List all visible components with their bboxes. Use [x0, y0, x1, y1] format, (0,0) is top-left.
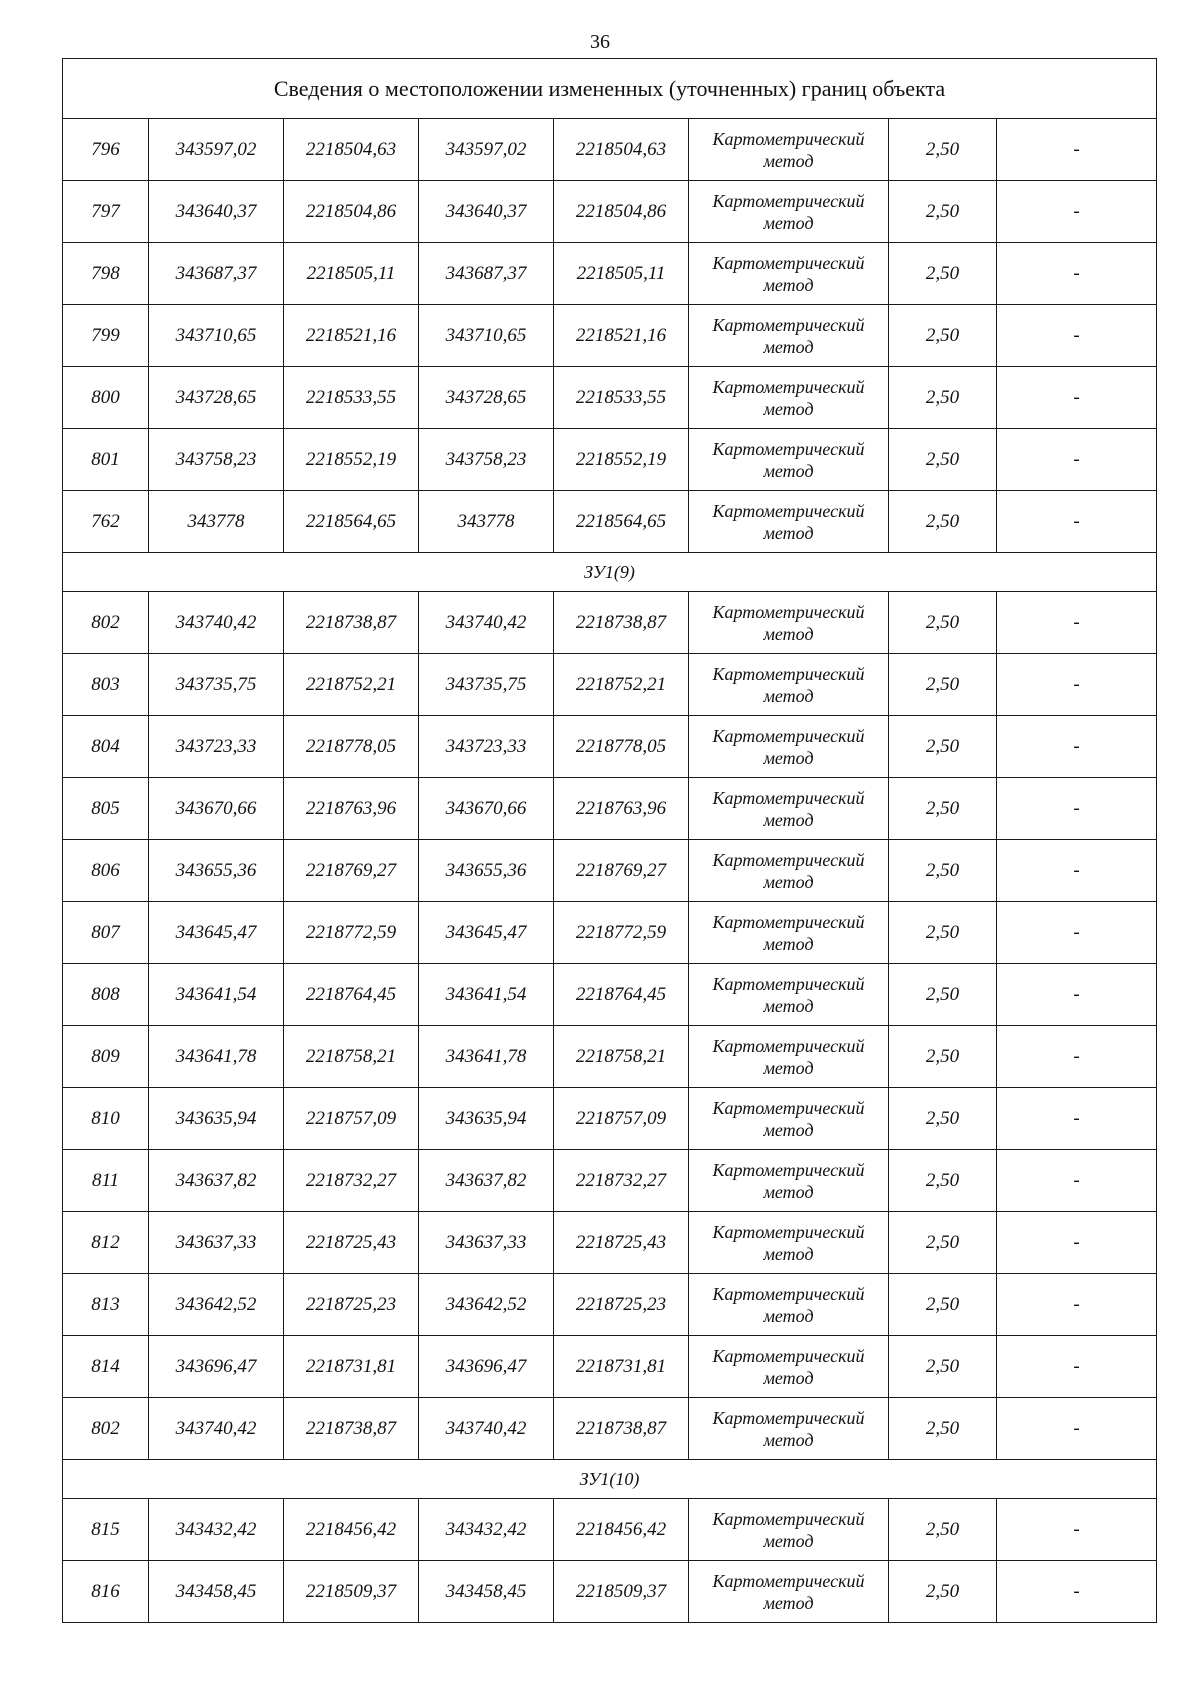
method-cell	[689, 1150, 889, 1212]
new-y-cell: 2218731,81	[554, 1336, 689, 1398]
new-x-cell: 343728,65	[419, 367, 554, 429]
existing-x-cell: 343670,66	[149, 778, 284, 840]
existing-y-cell: 2218769,27	[284, 840, 419, 902]
point-number-cell: 803	[63, 654, 149, 716]
accuracy-cell: 2,50	[889, 243, 997, 305]
table-row	[63, 1274, 1157, 1336]
new-y-cell: 2218725,43	[554, 1212, 689, 1274]
point-number-cell: 808	[63, 964, 149, 1026]
note-cell: -	[997, 367, 1157, 429]
existing-x-cell: 343641,78	[149, 1026, 284, 1088]
existing-y-cell: 2218509,37	[284, 1561, 419, 1623]
existing-x-cell: 343642,52	[149, 1274, 284, 1336]
table-row	[63, 1212, 1157, 1274]
method-cell	[689, 119, 889, 181]
method-line-2: метод	[763, 460, 814, 481]
accuracy-cell: 2,50	[889, 367, 997, 429]
note-cell: -	[997, 1336, 1157, 1398]
new-x-cell: 343645,47	[419, 902, 554, 964]
section-header-row	[63, 553, 1157, 592]
point-number-cell: 801	[63, 429, 149, 491]
method-line-1: Картометрический	[712, 849, 865, 870]
point-number-cell: 812	[63, 1212, 149, 1274]
new-y-cell: 2218456,42	[554, 1499, 689, 1561]
boundary-coordinates-table	[62, 58, 1157, 1623]
method-line-2: метод	[763, 1119, 814, 1140]
table-row	[63, 902, 1157, 964]
method-line-2: метод	[763, 685, 814, 706]
existing-x-cell: 343758,23	[149, 429, 284, 491]
existing-y-cell: 2218778,05	[284, 716, 419, 778]
existing-x-cell: 343687,37	[149, 243, 284, 305]
note-cell: -	[997, 1150, 1157, 1212]
method-line-2: метод	[763, 1367, 814, 1388]
existing-y-cell: 2218564,65	[284, 491, 419, 553]
accuracy-cell: 2,50	[889, 1561, 997, 1623]
method-cell	[689, 1561, 889, 1623]
existing-x-cell: 343740,42	[149, 1398, 284, 1460]
accuracy-cell: 2,50	[889, 964, 997, 1026]
table-row	[63, 181, 1157, 243]
existing-x-cell: 343735,75	[149, 654, 284, 716]
existing-y-cell: 2218731,81	[284, 1336, 419, 1398]
method-cell	[689, 716, 889, 778]
accuracy-cell: 2,50	[889, 305, 997, 367]
new-y-cell: 2218772,59	[554, 902, 689, 964]
table-row	[63, 716, 1157, 778]
table-title: Сведения о местоположении измененных (уточненных) границ объекта	[63, 59, 1157, 119]
method-cell	[689, 1398, 889, 1460]
method-line-1: Картометрический	[712, 1407, 865, 1428]
existing-x-cell: 343637,33	[149, 1212, 284, 1274]
method-line-2: метод	[763, 871, 814, 892]
point-number-cell: 810	[63, 1088, 149, 1150]
method-line-1: Картометрический	[712, 500, 865, 521]
new-y-cell: 2218521,16	[554, 305, 689, 367]
note-cell: -	[997, 429, 1157, 491]
new-y-cell: 2218509,37	[554, 1561, 689, 1623]
new-y-cell: 2218757,09	[554, 1088, 689, 1150]
note-cell: -	[997, 119, 1157, 181]
method-line-1: Картометрический	[712, 190, 865, 211]
accuracy-cell: 2,50	[889, 1088, 997, 1150]
new-x-cell: 343641,54	[419, 964, 554, 1026]
point-number-cell: 815	[63, 1499, 149, 1561]
accuracy-cell: 2,50	[889, 592, 997, 654]
accuracy-cell: 2,50	[889, 491, 997, 553]
point-number-cell: 802	[63, 1398, 149, 1460]
existing-y-cell: 2218533,55	[284, 367, 419, 429]
point-number-cell: 804	[63, 716, 149, 778]
new-y-cell: 2218738,87	[554, 1398, 689, 1460]
new-y-cell: 2218752,21	[554, 654, 689, 716]
method-cell	[689, 1212, 889, 1274]
method-line-1: Картометрический	[712, 1221, 865, 1242]
method-line-1: Картометрический	[712, 128, 865, 149]
new-x-cell: 343655,36	[419, 840, 554, 902]
method-line-1: Картометрический	[712, 1097, 865, 1118]
method-line-2: метод	[763, 1429, 814, 1450]
point-number-cell: 814	[63, 1336, 149, 1398]
table-body	[63, 59, 1157, 1623]
new-x-cell: 343735,75	[419, 654, 554, 716]
method-line-2: метод	[763, 1057, 814, 1078]
accuracy-cell: 2,50	[889, 181, 997, 243]
existing-y-cell: 2218505,11	[284, 243, 419, 305]
new-y-cell: 2218764,45	[554, 964, 689, 1026]
method-cell	[689, 367, 889, 429]
method-line-2: метод	[763, 212, 814, 233]
method-cell	[689, 305, 889, 367]
table-row	[63, 429, 1157, 491]
existing-y-cell: 2218764,45	[284, 964, 419, 1026]
table-row	[63, 491, 1157, 553]
method-cell	[689, 1274, 889, 1336]
method-line-1: Картометрический	[712, 1283, 865, 1304]
existing-y-cell: 2218757,09	[284, 1088, 419, 1150]
note-cell: -	[997, 1398, 1157, 1460]
table-row	[63, 654, 1157, 716]
existing-x-cell: 343655,36	[149, 840, 284, 902]
existing-y-cell: 2218763,96	[284, 778, 419, 840]
accuracy-cell: 2,50	[889, 1026, 997, 1088]
note-cell: -	[997, 243, 1157, 305]
table-row	[63, 119, 1157, 181]
point-number-cell: 806	[63, 840, 149, 902]
method-line-1: Картометрический	[712, 601, 865, 622]
new-x-cell: 343758,23	[419, 429, 554, 491]
method-line-2: метод	[763, 1181, 814, 1202]
new-x-cell: 343597,02	[419, 119, 554, 181]
new-y-cell: 2218552,19	[554, 429, 689, 491]
section-header-row	[63, 1460, 1157, 1499]
existing-x-cell: 343640,37	[149, 181, 284, 243]
point-number-cell: 813	[63, 1274, 149, 1336]
table-row	[63, 243, 1157, 305]
existing-x-cell: 343728,65	[149, 367, 284, 429]
accuracy-cell: 2,50	[889, 119, 997, 181]
table-row	[63, 778, 1157, 840]
note-cell: -	[997, 1274, 1157, 1336]
method-cell	[689, 778, 889, 840]
method-line-2: метод	[763, 274, 814, 295]
method-line-1: Картометрический	[712, 1159, 865, 1180]
table-row	[63, 1561, 1157, 1623]
new-y-cell: 2218533,55	[554, 367, 689, 429]
new-y-cell: 2218725,23	[554, 1274, 689, 1336]
new-x-cell: 343432,42	[419, 1499, 554, 1561]
existing-x-cell: 343740,42	[149, 592, 284, 654]
method-line-2: метод	[763, 623, 814, 644]
method-cell	[689, 243, 889, 305]
new-y-cell: 2218769,27	[554, 840, 689, 902]
table-row	[63, 840, 1157, 902]
method-line-1: Картометрический	[712, 252, 865, 273]
point-number-cell: 805	[63, 778, 149, 840]
new-y-cell: 2218505,11	[554, 243, 689, 305]
new-y-cell: 2218504,86	[554, 181, 689, 243]
new-y-cell: 2218564,65	[554, 491, 689, 553]
existing-y-cell: 2218732,27	[284, 1150, 419, 1212]
point-number-cell: 796	[63, 119, 149, 181]
table-row	[63, 1398, 1157, 1460]
method-line-1: Картометрический	[712, 376, 865, 397]
boundary-coordinates-table-wrapper	[62, 58, 1156, 1623]
method-line-2: метод	[763, 1243, 814, 1264]
accuracy-cell: 2,50	[889, 778, 997, 840]
accuracy-cell: 2,50	[889, 1398, 997, 1460]
note-cell: -	[997, 840, 1157, 902]
new-y-cell: 2218504,63	[554, 119, 689, 181]
new-x-cell: 343458,45	[419, 1561, 554, 1623]
existing-y-cell: 2218725,23	[284, 1274, 419, 1336]
existing-y-cell: 2218772,59	[284, 902, 419, 964]
section-label: ЗУ1(9)	[63, 553, 1157, 592]
note-cell: -	[997, 902, 1157, 964]
point-number-cell: 799	[63, 305, 149, 367]
table-title-row	[63, 59, 1157, 119]
existing-x-cell: 343723,33	[149, 716, 284, 778]
note-cell: -	[997, 491, 1157, 553]
method-cell	[689, 902, 889, 964]
method-cell	[689, 491, 889, 553]
method-cell	[689, 654, 889, 716]
note-cell: -	[997, 305, 1157, 367]
new-x-cell: 343641,78	[419, 1026, 554, 1088]
method-line-1: Картометрический	[712, 725, 865, 746]
existing-y-cell: 2218504,63	[284, 119, 419, 181]
method-line-2: метод	[763, 398, 814, 419]
point-number-cell: 800	[63, 367, 149, 429]
table-row	[63, 1336, 1157, 1398]
method-line-1: Картометрический	[712, 973, 865, 994]
note-cell: -	[997, 1212, 1157, 1274]
existing-y-cell: 2218758,21	[284, 1026, 419, 1088]
accuracy-cell: 2,50	[889, 429, 997, 491]
new-x-cell: 343670,66	[419, 778, 554, 840]
new-x-cell: 343635,94	[419, 1088, 554, 1150]
table-row	[63, 592, 1157, 654]
existing-x-cell: 343641,54	[149, 964, 284, 1026]
accuracy-cell: 2,50	[889, 1499, 997, 1561]
accuracy-cell: 2,50	[889, 1336, 997, 1398]
existing-x-cell: 343432,42	[149, 1499, 284, 1561]
method-line-2: метод	[763, 809, 814, 830]
point-number-cell: 797	[63, 181, 149, 243]
note-cell: -	[997, 778, 1157, 840]
table-row	[63, 1026, 1157, 1088]
note-cell: -	[997, 181, 1157, 243]
method-cell	[689, 1499, 889, 1561]
existing-y-cell: 2218552,19	[284, 429, 419, 491]
table-row	[63, 305, 1157, 367]
method-line-2: метод	[763, 1592, 814, 1613]
new-y-cell: 2218778,05	[554, 716, 689, 778]
method-line-1: Картометрический	[712, 1508, 865, 1529]
point-number-cell: 798	[63, 243, 149, 305]
accuracy-cell: 2,50	[889, 654, 997, 716]
existing-x-cell: 343710,65	[149, 305, 284, 367]
accuracy-cell: 2,50	[889, 1274, 997, 1336]
note-cell: -	[997, 964, 1157, 1026]
new-y-cell: 2218738,87	[554, 592, 689, 654]
new-x-cell: 343710,65	[419, 305, 554, 367]
table-row	[63, 367, 1157, 429]
method-cell	[689, 1026, 889, 1088]
method-line-1: Картометрический	[712, 314, 865, 335]
accuracy-cell: 2,50	[889, 840, 997, 902]
new-x-cell: 343642,52	[419, 1274, 554, 1336]
method-line-1: Картометрический	[712, 1345, 865, 1366]
note-cell: -	[997, 716, 1157, 778]
existing-y-cell: 2218725,43	[284, 1212, 419, 1274]
new-x-cell: 343637,33	[419, 1212, 554, 1274]
method-cell	[689, 429, 889, 491]
table-row	[63, 1499, 1157, 1561]
existing-y-cell: 2218738,87	[284, 1398, 419, 1460]
new-x-cell: 343740,42	[419, 592, 554, 654]
method-line-2: метод	[763, 933, 814, 954]
new-x-cell: 343778	[419, 491, 554, 553]
new-x-cell: 343637,82	[419, 1150, 554, 1212]
accuracy-cell: 2,50	[889, 1212, 997, 1274]
point-number-cell: 802	[63, 592, 149, 654]
table-row	[63, 964, 1157, 1026]
note-cell: -	[997, 1499, 1157, 1561]
method-line-1: Картометрический	[712, 438, 865, 459]
note-cell: -	[997, 1561, 1157, 1623]
note-cell: -	[997, 592, 1157, 654]
existing-x-cell: 343458,45	[149, 1561, 284, 1623]
method-line-2: метод	[763, 1530, 814, 1551]
point-number-cell: 762	[63, 491, 149, 553]
method-cell	[689, 840, 889, 902]
table-row	[63, 1150, 1157, 1212]
new-y-cell: 2218732,27	[554, 1150, 689, 1212]
method-line-1: Картометрический	[712, 787, 865, 808]
method-line-2: метод	[763, 1305, 814, 1326]
existing-x-cell: 343696,47	[149, 1336, 284, 1398]
existing-x-cell: 343635,94	[149, 1088, 284, 1150]
point-number-cell: 809	[63, 1026, 149, 1088]
section-label: ЗУ1(10)	[63, 1460, 1157, 1499]
existing-y-cell: 2218456,42	[284, 1499, 419, 1561]
method-line-1: Картометрический	[712, 663, 865, 684]
note-cell: -	[997, 1088, 1157, 1150]
method-line-2: метод	[763, 336, 814, 357]
existing-x-cell: 343778	[149, 491, 284, 553]
new-x-cell: 343687,37	[419, 243, 554, 305]
method-line-2: метод	[763, 995, 814, 1016]
new-x-cell: 343696,47	[419, 1336, 554, 1398]
table-row	[63, 1088, 1157, 1150]
method-cell	[689, 1336, 889, 1398]
new-y-cell: 2218758,21	[554, 1026, 689, 1088]
method-line-1: Картометрический	[712, 1035, 865, 1056]
method-line-1: Картометрический	[712, 911, 865, 932]
existing-x-cell: 343637,82	[149, 1150, 284, 1212]
existing-y-cell: 2218504,86	[284, 181, 419, 243]
existing-x-cell: 343645,47	[149, 902, 284, 964]
new-x-cell: 343740,42	[419, 1398, 554, 1460]
point-number-cell: 807	[63, 902, 149, 964]
accuracy-cell: 2,50	[889, 1150, 997, 1212]
existing-y-cell: 2218752,21	[284, 654, 419, 716]
method-cell	[689, 181, 889, 243]
existing-x-cell: 343597,02	[149, 119, 284, 181]
method-line-2: метод	[763, 150, 814, 171]
new-y-cell: 2218763,96	[554, 778, 689, 840]
method-cell	[689, 964, 889, 1026]
existing-y-cell: 2218521,16	[284, 305, 419, 367]
accuracy-cell: 2,50	[889, 716, 997, 778]
method-line-2: метод	[763, 747, 814, 768]
note-cell: -	[997, 654, 1157, 716]
accuracy-cell: 2,50	[889, 902, 997, 964]
point-number-cell: 811	[63, 1150, 149, 1212]
method-line-2: метод	[763, 522, 814, 543]
page-number: 36	[590, 31, 610, 53]
method-cell	[689, 592, 889, 654]
method-cell	[689, 1088, 889, 1150]
point-number-cell: 816	[63, 1561, 149, 1623]
method-line-1: Картометрический	[712, 1570, 865, 1591]
new-x-cell: 343723,33	[419, 716, 554, 778]
existing-y-cell: 2218738,87	[284, 592, 419, 654]
new-x-cell: 343640,37	[419, 181, 554, 243]
note-cell: -	[997, 1026, 1157, 1088]
